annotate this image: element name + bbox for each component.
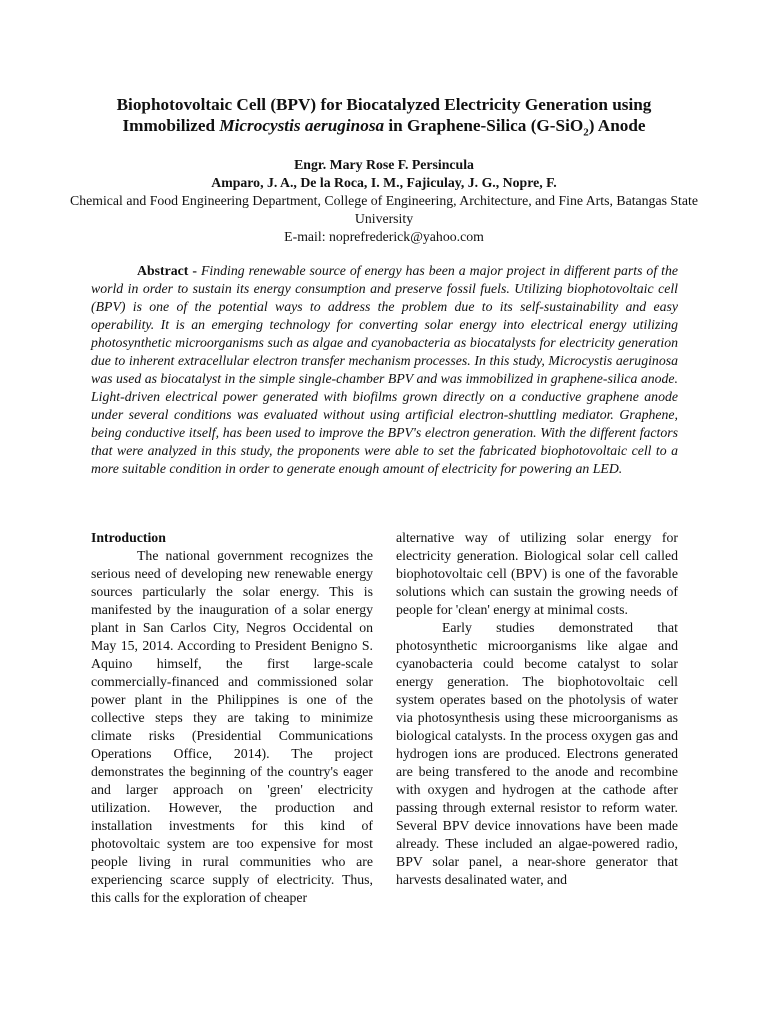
intro-paragraph-2: Early studies demonstrated that photosynthetic microorganisms like algae and cyanobacteria could become catalyst to solar energy generation. The biophotovoltaic cell system operates based on the photolysis of water via photosynthesis using these microorganisms as biological catalysts. In the process oxygen gas and hydrogen ions are produced. Electrons generated are being transfered to the anode and recombine with oxygen and hydrogen at the cathode after passing through external resistor to reform water. Several BPV device innovations have been made already. These included an algae-powered radio, BPV solar panel, a near-shore generator that harvests desalinated water, and (396, 620, 678, 887)
paper-title (70, 94, 698, 139)
right-column (396, 529, 678, 889)
title-line-2-pre: Immobilized (122, 116, 220, 135)
title-line-2-post: ) Anode (588, 116, 646, 135)
title-line-1: Biophotovoltaic Cell (BPV) for Biocatalyzed Electricity Generation using (116, 95, 652, 114)
affiliation: Chemical and Food Engineering Department, College of Engineering, Architecture, and Fine Arts, Batangas State University (70, 193, 698, 226)
co-authors: Amparo, J. A., De la Roca, I. M., Fajiculay, J. G., Nopre, F. (211, 175, 557, 190)
title-subscript: 2 (583, 126, 589, 139)
intro-paragraph-1: The national government recognizes the serious need of developing new renewable energy sources particularly the solar energy. This is manifested by the inauguration of a solar energy plant in San Carlos City, Negros Occidental on May 15, 2014. According to President Benigno S. Aquino himself, the first large-scale commercially-financed and commissioned solar power plant in the Philippines is one of the collective steps they are taking to minimize climate risks (Presidential Communications Operations Office, 2014). The project demonstrates the beginning of the country's eager and larger approach on 'green' electricity utilization. However, the production and installation investments for this kind of photovoltaic system are too expensive for most people living in rural communities who are experiencing scarce supply of electricity. Thus, this calls for the exploration of cheaper (91, 548, 373, 905)
title-line-2-mid: in Graphene-Silica (G-SiO (384, 116, 584, 135)
intro-paragraph-1-continued: alternative way of utilizing solar energy for electricity generation. Biological solar cell called biophotovoltaic cell (BPV) is one of the favorable solutions which can sustain the growing needs of people for 'clean' energy at minimal costs. (396, 530, 678, 617)
title-species-name: Microcystis aeruginosa (219, 116, 385, 135)
author-block (60, 156, 708, 246)
section-heading: Introduction (91, 530, 166, 545)
abstract-label: Abstract - (137, 263, 197, 278)
email: E-mail: noprefrederick@yahoo.com (284, 229, 484, 244)
title-line-2 (70, 115, 698, 139)
main-author: Engr. Mary Rose F. Persincula (294, 157, 474, 172)
left-column (91, 529, 373, 907)
abstract-text: Finding renewable source of energy has been a major project in different parts of the world in order to sustain its energy consumption and preserve fossil fuels. Utilizing biophotovoltaic cell (BPV) is one of the potential ways to address the problem due to its self-sustainability and easy operability. It is an emerging technology for converting solar energy into electrical energy utilizing photosynthetic microorganisms such as algae and cyanobacteria as biocatalysts for electricity generation due to inherent extracellular electron transfer mechanism processes. In this study, Microcystis aeruginosa was used as biocatalyst in the simple single-chamber BPV and was immobilized in graphene-silica anode. Light-driven electrical power generated with biofilms grown directly on a conductive graphene anode under several conditions was evaluated without using artificial electron-shuttling mediator. Graphene, being conductive itself, has been used to improve the BPV's electron generation. With the different factors that were analyzed in this study, the proponents were able to set the fabricated biophotovoltaic cell to a more suitable condition in order to generate enough amount of electricity for powering an LED. (91, 263, 679, 476)
abstract (91, 262, 678, 478)
